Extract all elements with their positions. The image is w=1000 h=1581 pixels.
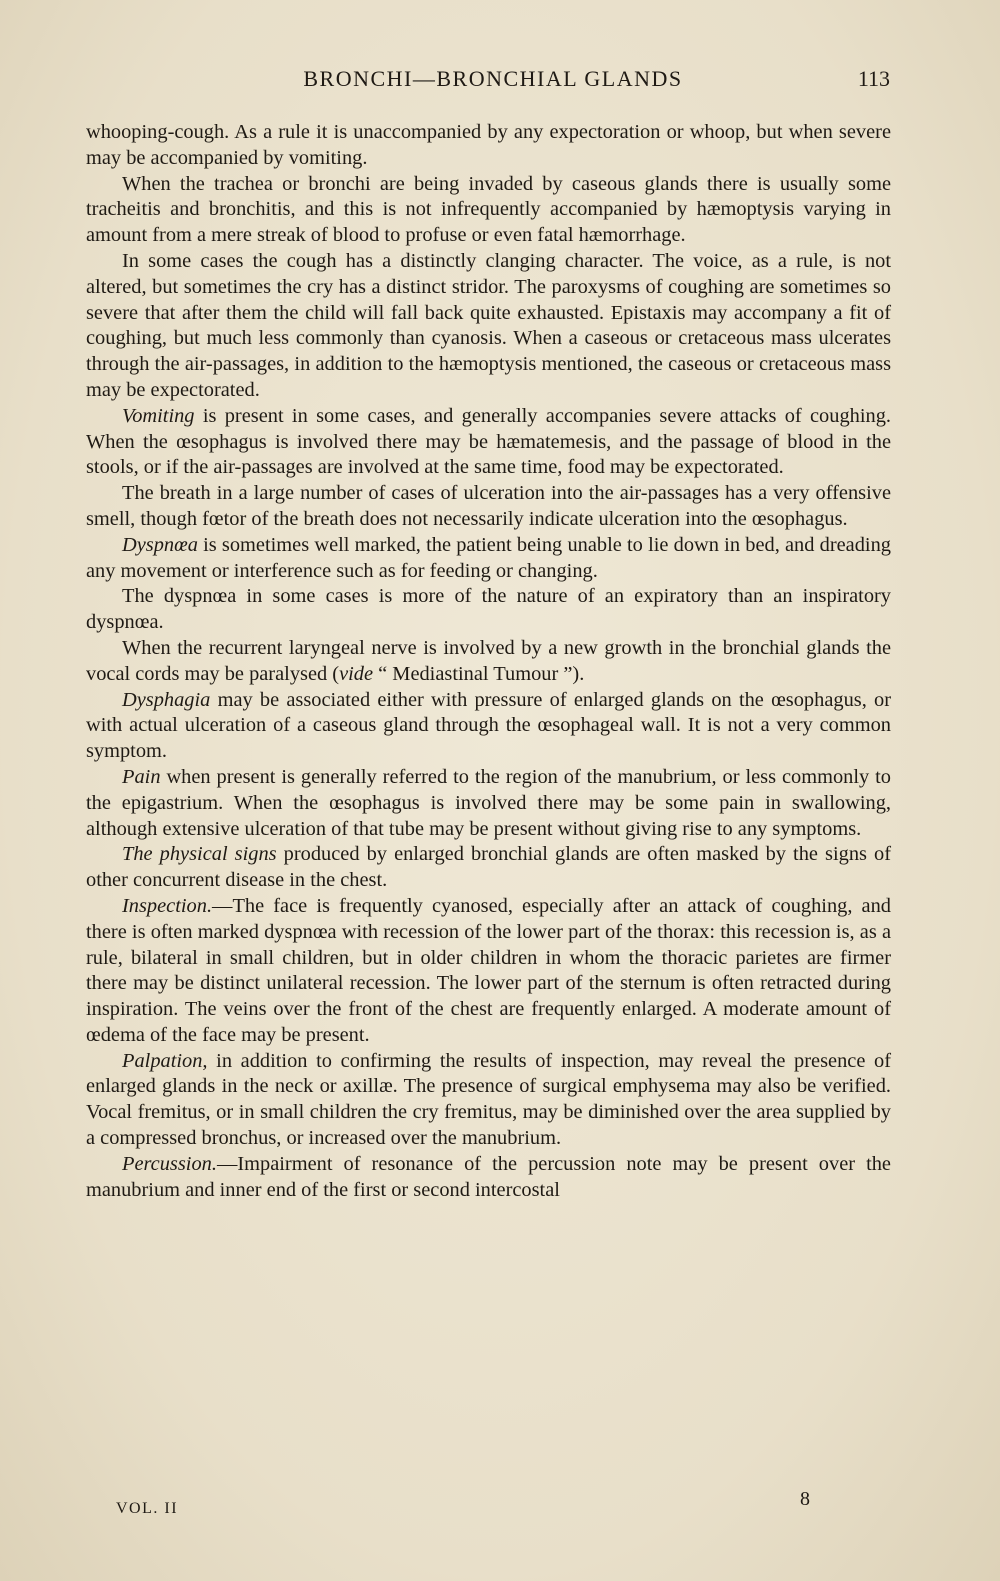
text-run: When the recurrent laryngeal nerve is involved by a new growth in the bronchial glands the vocal cords may be paralysed ( [86,636,891,685]
text-run: “ Mediastinal Tumour ”). [373,662,585,685]
paragraph [86,120,891,172]
italic-run: Inspection. [122,894,213,917]
italic-run: Palpation, [122,1049,208,1072]
paragraph [86,765,891,842]
text-run: may be associated either with pressure of enlarged glands on the œsophagus, or with actual ulceration of a caseous gland through the œsophageal wall. It is not a very common symptom. [86,688,891,763]
paragraph [86,404,891,481]
running-head [86,66,900,102]
text-run: —Impairment of resonance of the percussion note may be present over the manubrium and inner end of the first or second intercostal [86,1152,891,1201]
paragraph [86,1049,891,1152]
paragraph [86,172,891,249]
italic-run: Dysphagia [122,688,211,711]
signature-mark: 8 [800,1488,810,1510]
paragraph [86,1152,891,1204]
paragraph [86,688,891,765]
volume-label: VOL. II [116,1500,179,1517]
paragraph [86,584,891,636]
text-run: —The face is frequently cyanosed, especially after an attack of coughing, and there is often marked dyspnœa with recession of the lower part of the thorax: this recession is, as a rule, bilateral in small children, but in older children in whom the thoracic parietes are firmer there may be distinct unilateral recession. The lower part of the sternum is often retracted during inspiration. The veins over the front of the chest are frequently enlarged. A moderate amount of œdema of the face may be present. [86,894,891,1046]
text-run: is present in some cases, and generally accompanies severe attacks of coughing. When the œsophagus is involved there may be hæmatemesis, and the passage of blood in the stools, or if the air-passages are involved at the same time, food may be expectorated. [86,404,891,479]
italic-run: Dyspnœa [122,533,198,556]
text-run: is sometimes well marked, the patient being unable to lie down in bed, and dreading any movement or interference such as for feeding or changing. [86,533,891,582]
paragraph [86,533,891,585]
text-run: produced by enlarged bronchial glands are often masked by the signs of other concurrent disease in the chest. [86,843,892,892]
text-run: The breath in a large number of cases of ulceration into the air-passages has a very offensive smell, though fœtor of the breath does not necessarily indicate ulceration into the œsophagus. [86,482,891,530]
page-footer [86,1488,900,1528]
italic-run: Vomiting [122,404,195,427]
italic-run: Pain [122,765,161,788]
text-run: in addition to confirming the results of inspection, may reveal the presence of enlarged glands in the neck or axillæ. The presence of surgical emphysema may also be verified. Vocal fremitus, or in small children the cry fremitus, may be diminished over the area supplied by a compressed bronchus, or increased over the manubrium. [86,1049,891,1150]
paragraph [86,249,891,404]
text-run: When the trachea or bronchi are being invaded by caseous glands there is usually some tracheitis and bronchitis, and this is not infrequently accompanied by hæmoptysis varying in amount from a mere streak of blood to profuse or even fatal hæmorrhage. [86,172,891,247]
running-title: BRONCHI—BRONCHIAL GLANDS [303,66,683,91]
body-text [86,120,891,1203]
paragraph [86,842,891,894]
text-run: The dyspnœa in some cases is more of the nature of an expiratory than an inspiratory dyspnœa. [86,585,891,634]
italic-run: vide [339,662,374,685]
text-run: In some cases the cough has a distinctly clanging character. The voice, as a rule, is not altered, but sometimes the cry has a distinct stridor. The paroxysms of coughing are sometimes so severe that after them the child will fall back quite exhausted. Epistaxis may accompany a fit of coughing, but much less commonly than cyanosis. When a caseous or cretaceous mass ulcerates through the air-passages, in addition to the hæmoptysis mentioned, the caseous or cretaceous mass may be expectorated. [86,249,891,401]
italic-run: Percussion. [122,1152,217,1175]
paragraph [86,636,891,688]
text-run: when present is generally referred to the region of the manubrium, or less commonly to the epigastrium. When the œsophagus is involved there may be some pain in swallowing, although extensive ulceration of that tube may be present without giving rise to any symptoms. [86,765,891,840]
paragraph [86,894,891,1049]
page-number: 113 [857,66,890,91]
paragraph [86,481,891,533]
text-run: whooping-cough. As a rule it is unaccompanied by any expectoration or whoop, but when severe may be accompanied by vomiting. [86,121,891,169]
italic-run: The physical signs [122,843,277,866]
